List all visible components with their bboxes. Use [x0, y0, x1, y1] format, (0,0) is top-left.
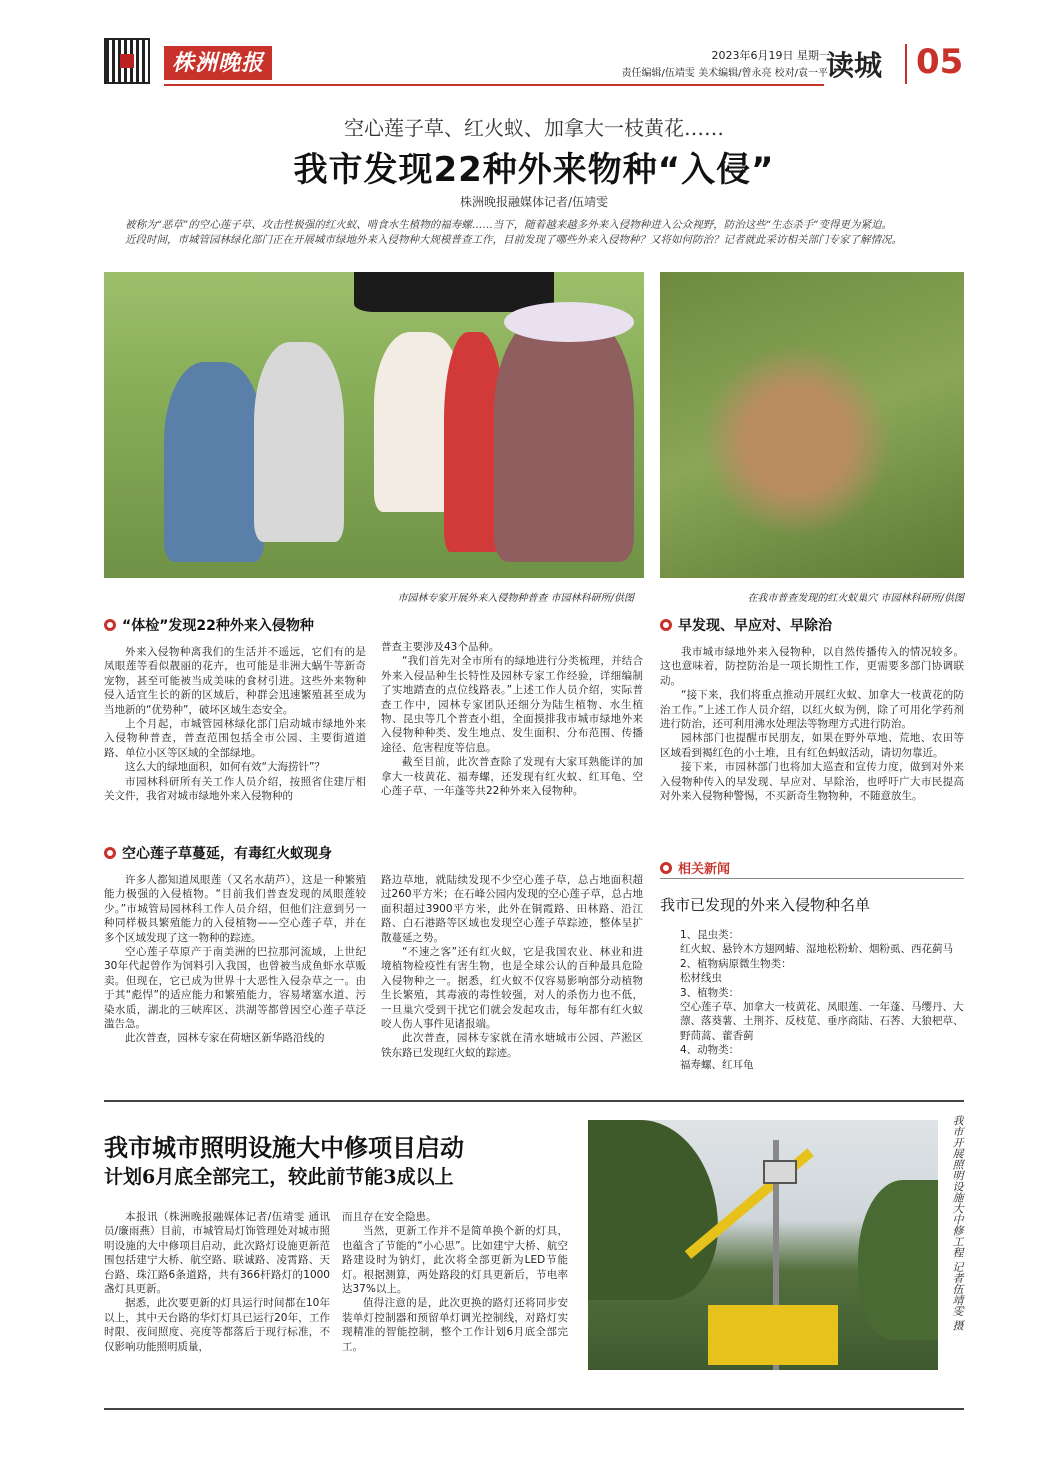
species-list	[680, 928, 964, 1072]
list-item: 3、植物类：	[680, 986, 740, 999]
paragraph: 外来入侵物种离我们的生活并不遥远，它们有的是凤眼莲等看似靓丽的花卉，也可能是非洲大蜗牛等新奇宠物，甚至可能被当成美味的食材引进。这些外来物种侵入适宜生长的新的区域后，种群会迅速繁殖甚至成为当地新的“优势种”，破坏区域生态安全。	[104, 646, 366, 716]
newspaper-logo: 株洲晚报	[164, 46, 272, 80]
article-column	[342, 1210, 568, 1354]
paragraph: 许多人都知道凤眼莲（又名水葫芦），这是一种繁殖能力极强的入侵植物。“目前我们普查发现的凤眼莲较少。”市城管局园林科工作人员介绍，但他们注意到另一种同样极具繁殖能力的入侵植物——空心莲子草，并在多个区域发现了这一物种的踪迹。	[104, 874, 366, 944]
article-lede	[104, 218, 964, 248]
article-column	[104, 645, 366, 803]
person	[494, 312, 634, 562]
paragraph: 园林部门也提醒市民朋友，如果在野外草地、荒地、农田等区域看到褐红色的小土堆，且有红色蚂蚁活动，请切勿靠近。	[660, 732, 964, 759]
article-column	[104, 1210, 330, 1354]
paragraph: 此次普查，园林专家在荷塘区新华路沿线的	[125, 1032, 325, 1045]
paragraph: 而且存在安全隐患。	[342, 1211, 437, 1223]
bullet-icon	[104, 619, 116, 631]
utility-truck	[708, 1305, 838, 1365]
article-separator	[104, 1100, 964, 1102]
paragraph: 接下来，市园林部门也将加大巡查和宣传力度，做到对外来入侵物种传入的早发现、早应对、早除治，也呼吁广大市民提高对外来入侵物种警惕，不买新奇生物物种，不随意放生。	[660, 761, 964, 803]
qr-code	[104, 38, 150, 84]
bucket-lift	[763, 1160, 797, 1184]
photo-caption: 我市开展照明设施大中修工程 记者伍靖雯 摄	[951, 1115, 964, 1331]
paragraph: 这么大的绿地面积，如何有效“大海捞针”？	[125, 761, 325, 774]
lighting-repair-photo	[588, 1120, 938, 1370]
survey-photo	[104, 272, 644, 578]
person	[254, 342, 344, 542]
list-item: 空心莲子草、加拿大一枝黄花、凤眼莲、一年蓬、马缨丹、大薸、落葵薯、土荆芥、反枝苋、垂序商陆、石莕、大狼杷草、野茼蒿、藿香蓟	[680, 1001, 964, 1042]
paragraph: 空心莲子草原产于南美洲的巴拉那河流域，上世纪30年代起曾作为饲料引入我国，也曾被当成鱼虾水草贩卖。但现在，它已成为世界十大恶性入侵杂草之一。由于其“彪悍”的适应能力和繁殖能力，容易堵塞水道、污染水质，湖北的三峡库区、洪湖等都曾因空心莲子草泛滥告急。	[104, 946, 366, 1031]
lede-paragraph: 近段时间，市城管园林绿化部门正在开展城市绿地外来入侵物种大规模普查工作，目前发现了哪些外来入侵物种？又将如何防治？记者就此采访相关部门专家了解情况。	[125, 234, 902, 246]
photo-caption: 市园林专家开展外来入侵物种普查 市园林科研所/供图	[397, 593, 634, 604]
paragraph: 路边草地，就陆续发现不少空心莲子草，总占地面积超过260平方米；在石峰公园内发现的空心莲子草，总占地面积超过3900平方米，此外在铜霞路、田林路、沿江路、白石港路等区域也发现空心莲子草踪迹，整体呈扩散蔓延之势。	[381, 874, 643, 944]
page-number: 05	[916, 42, 964, 82]
list-item: 2、植物病原微生物类：	[680, 957, 792, 970]
paragraph: 截至目前，此次普查除了发现有大家耳熟能详的加拿大一枝黄花、福寿螺，还发现有红火蚁、红耳龟、空心莲子草、一年蓬等共22种外来入侵物种。	[381, 756, 643, 798]
paragraph: 普查主要涉及43个品种。	[381, 641, 500, 653]
list-item: 1、昆虫类：	[680, 929, 740, 941]
list-item: 福寿螺、红耳龟	[680, 1058, 754, 1071]
list-item: 红火蚁、悬铃木方翅网蝽、湿地松粉蚧、烟粉虱、西花蓟马	[680, 943, 953, 956]
article-byline: 株洲晚报融媒体记者/伍靖雯	[459, 195, 609, 209]
tree	[588, 1120, 718, 1300]
bullet-icon	[660, 862, 672, 874]
paragraph: “接下来，我们将重点推动开展红火蚁、加拿大一枝黄花的防治工作。”上述工作人员介绍，以红火蚁为例，除了可用化学药剂进行防治，还可利用沸水处理法等物理方式进行防治。	[660, 689, 964, 731]
section-heading	[660, 615, 960, 635]
page-bottom-rule	[104, 1408, 964, 1410]
masthead-divider	[905, 44, 907, 84]
related-rule	[660, 878, 964, 879]
related-news-tag	[660, 858, 860, 877]
bullet-icon	[104, 847, 116, 859]
article-kicker: 空心莲子草、红火蚁、加拿大一枝黄花……	[344, 116, 724, 140]
section-heading	[104, 843, 384, 863]
paragraph: 我市城市绿地外来入侵物种，以自然传播传入的情况较多。这也意味着，防控防治是一项长期性工作，更需要多部门协调联动。	[660, 646, 964, 687]
list-item: 4、动物类：	[680, 1044, 740, 1057]
paragraph: 本报讯（株洲晚报融媒体记者/伍靖雯 通讯员/廉雨燕）目前，市城管局灯饰管理处对城市照明设施的大中修项目启动，此次路灯设施更新范围包括建宁大桥、航空路、联诚路、凌霄路、天台路、珠江路6条道路，共有366杆路灯的1000盏灯具更新。	[104, 1211, 330, 1296]
article-column	[660, 645, 964, 803]
issue-date: 2023年6月19日 星期一	[711, 49, 830, 62]
article2-subhead: 计划6月底全部完工，较此前节能3成以上	[104, 1166, 454, 1188]
bullet-icon	[660, 619, 672, 631]
list-item: 松材线虫	[680, 972, 722, 985]
photo-caption: 在我市普查发现的红火蚁巢穴 市园林科研所/供图	[747, 593, 964, 604]
related-news-title: 我市已发现的外来入侵物种名单	[660, 896, 871, 914]
umbrella	[354, 272, 554, 312]
section-heading-text: 早发现、早应对、早除治	[678, 618, 832, 634]
paragraph: 此次普查，园林专家就在清水塘城市公园、芦淞区铁东路已发现红火蚁的踪迹。	[381, 1032, 643, 1059]
fire-ant-nest-photo	[660, 272, 964, 578]
section-heading-text: 空心莲子草蔓延，有毒红火蚁现身	[122, 846, 332, 862]
paragraph: 市园林科研所有关工作人员介绍，按照省住建厅相关文件，我省对城市绿地外来入侵物种的	[104, 775, 366, 803]
article-column	[381, 873, 643, 1060]
person	[164, 362, 264, 562]
section-heading	[104, 615, 384, 635]
paragraph: 上个月起，市城管园林绿化部门启动城市绿地外来入侵物种普查，普查范围包括全市公园、主要街道道路、单位小区等区域的全部绿地。	[104, 718, 366, 759]
article-headline: 我市发现22种外来物种“入侵”	[293, 150, 775, 190]
related-news-label: 相关新闻	[678, 862, 731, 877]
paragraph: 值得注意的是，此次更换的路灯还将同步安装单灯控制器和预留单灯调光控制线，对路灯实现精准的智能控制，整个工作计划6月底全部完工。	[342, 1297, 568, 1353]
editors-line: 责任编辑/伍靖雯 美术编辑/曾永亮 校对/袁一平	[621, 68, 828, 79]
masthead-rule	[164, 84, 824, 86]
paragraph: “我们首先对全市所有的绿地进行分类梳理，并结合外来入侵品种生长特性及园林专家工作经验，详细编制了实地踏查的点位线路表。”上述工作人员介绍，实际普查工作中，园林专家团队还细分为陆生植物、水生植物、昆虫等几个普查小组，全面摸排我市城市绿地外来入侵物种种类、发生地点、发生面积、分布范围、传播途径、危害程度等信息。	[381, 655, 643, 754]
tree	[858, 1180, 938, 1340]
section-name: 读城	[826, 49, 883, 82]
paragraph: 据悉，此次要更新的灯具运行时间都在10年以上，其中天台路的华灯灯具已运行20年，工作时限、夜间照度、亮度等都落后于现行标准，不仅影响功能照明质量，	[104, 1297, 330, 1353]
section-heading-text: “体检”发现22种外来入侵物种	[122, 618, 314, 634]
sun-hat	[504, 302, 634, 342]
lede-paragraph: 被称为“恶草”的空心莲子草、攻击性极强的红火蚁、啃食水生植物的福寿螺……当下，随着越来越多外来入侵物种进入公众视野，防治这些“生态杀手”变得更为紧迫。	[125, 219, 892, 231]
paragraph: “不速之客”还有红火蚁，它是我国农业、林业和进境植物检疫性有害生物，也是全球公认的百种最具危险入侵物种之一。据悉，红火蚁不仅容易影响部分动植物生长繁殖，其毒液的毒性较强，对人的杀伤力也不低，一旦巢穴受到干扰它们就会发起攻击，每年都有红火蚁咬人伤人事件见诸报端。	[381, 946, 643, 1031]
article-column	[104, 873, 366, 1046]
article2-headline: 我市城市照明设施大中修项目启动	[104, 1133, 464, 1162]
paragraph: 当然，更新工作并不是简单换个新的灯具，也蕴含了节能的“小心思”。比如建宁大桥、航空路建设时为钠灯，此次将全部更新为LED节能灯。根据测算，两处路段的灯具更新后，节电率达37%以上。	[342, 1225, 568, 1296]
article-column	[381, 640, 643, 798]
